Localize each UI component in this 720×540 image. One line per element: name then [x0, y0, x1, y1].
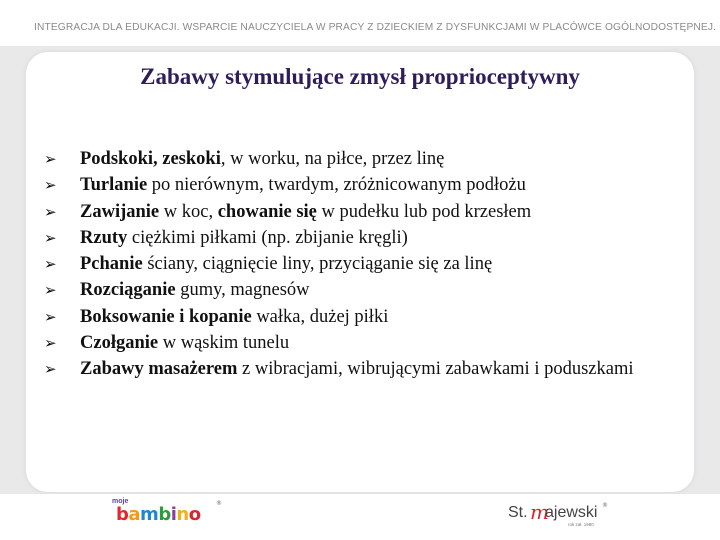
header-text: INTEGRACJA DLA EDUKACJI. WSPARCIE NAUCZYCIELA W PRACY Z DZIECKIEM Z DYSFUNKCJAMI W PLACÓWCE OGÓLNODOSTĘPNEJ. — [34, 22, 717, 33]
logo-letter: i — [170, 504, 177, 525]
list-item — [44, 172, 644, 198]
logo-letter: b — [158, 504, 171, 525]
arrow-bullet-icon: ➢ — [44, 360, 57, 379]
arrow-bullet-icon: ➢ — [44, 176, 57, 195]
item-bold-2: chowanie się — [217, 201, 317, 222]
item-bold: Rozciąganie — [80, 280, 176, 301]
item-text: wałka, dużej piłki — [251, 306, 389, 327]
item-bold: Boksowanie i kopanie — [80, 306, 252, 327]
list-item — [44, 199, 644, 225]
item-text: gumy, magnesów — [175, 280, 310, 301]
item-bold: Podskoki, zeskoki — [80, 149, 221, 169]
item-text: ściany, ciągnięcie liny, przyciąganie się za linę — [142, 254, 493, 275]
logo-small-word: moje — [112, 498, 129, 505]
item-text-2: w pudełku lub pod krzesłem — [316, 201, 532, 222]
moje-bambino-logo — [112, 498, 222, 526]
logo-letter: b — [116, 504, 129, 525]
item-bold: Zabawy masażerem — [80, 359, 238, 380]
logo-rest: ajewski — [545, 504, 598, 521]
arrow-bullet-icon: ➢ — [44, 281, 57, 300]
item-text: z wibracjami, wibrującymi zabawkami i poduszkami — [237, 359, 634, 380]
arrow-bullet-icon: ➢ — [44, 228, 57, 247]
logo-bambino-word — [116, 504, 201, 525]
header-bar — [0, 0, 720, 46]
registered-mark: ® — [602, 502, 608, 509]
item-text: , w worku, na piłce, przez linę — [220, 149, 445, 169]
item-bold: Turlanie — [80, 175, 148, 196]
arrow-bullet-icon: ➢ — [44, 202, 57, 221]
logo-subtext: rok zał. 1980 — [568, 522, 594, 527]
item-text: w koc, — [159, 201, 218, 222]
item-text: ciężkimi piłkami (np. zbijanie kręgli) — [127, 227, 408, 248]
arrow-bullet-icon: ➢ — [44, 334, 57, 353]
item-bold: Czołganie — [80, 333, 159, 354]
list-item — [44, 277, 644, 303]
arrow-bullet-icon: ➢ — [44, 150, 57, 168]
list-item — [44, 251, 644, 277]
list-item — [44, 146, 644, 172]
arrow-bullet-icon: ➢ — [44, 307, 57, 326]
item-bold: Pchanie — [80, 254, 143, 275]
list-item — [44, 330, 644, 356]
arrow-bullet-icon: ➢ — [44, 255, 57, 274]
list-item — [44, 304, 644, 330]
logo-st: St. — [508, 504, 528, 521]
item-bold: Rzuty — [80, 227, 128, 248]
item-bold: Zawijanie — [80, 201, 160, 222]
item-text: po nierównym, twardym, zróżnicowanym podłożu — [147, 175, 526, 196]
logo-letter: o — [188, 504, 201, 525]
registered-mark: ® — [216, 500, 222, 507]
logo-letter: n — [176, 504, 189, 525]
slide-title: Zabawy stymulujące zmysł proprioceptywny — [140, 64, 580, 89]
list-item — [44, 356, 644, 382]
bullet-list — [44, 146, 644, 383]
list-item — [44, 225, 644, 251]
logo-letter: a — [128, 504, 141, 525]
st-majewski-logo — [508, 498, 618, 530]
logo-letter: m — [140, 504, 159, 525]
item-text: w wąskim tunelu — [158, 333, 290, 354]
logo-m: m — [530, 500, 549, 524]
